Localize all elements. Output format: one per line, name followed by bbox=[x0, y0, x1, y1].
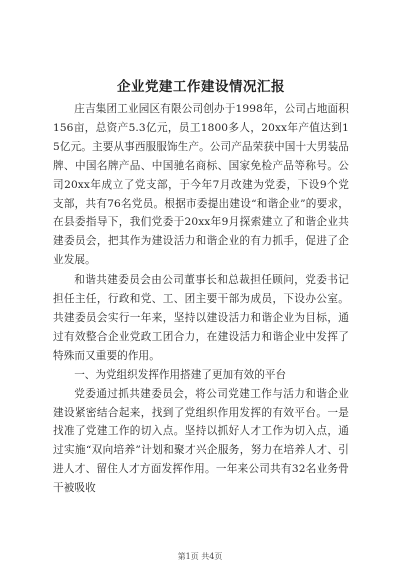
body-paragraph-1: 庄吉集团工业园区有限公司创办于1998年，公司占地面积156亩，总资产5.3亿元，员工1800多人，20xx年产值达到15亿元。主要从事西服服饰生产。公司产品荣获中国十大男装品牌、中国名牌产品、中国驰名商标、国家免检产品等称号。公司20xx年成立了党支部，于今年7月改建为党委，下设9个党支部，共有76名党员。根据市委提出建设“和谐企业”的要求，在县委指导下，我们党委于20xx年9月探索建立了和谐企业共建委员会，把其作为建设活力和谐企业的有力抓手，促进了企业发展。 bbox=[53, 103, 349, 267]
body-paragraph-2: 和谐共建委员会由公司董事长和总裁担任顾问，党委书记担任主任，行政和党、工、团主要干部为成员，下设办公室。共建委员会实行一年来，坚持以建设活力和谐企业为目标，通过有效整合企业党政工团合力，在建设活力和谐企业中发挥了特殊而又重要的作用。 bbox=[53, 274, 349, 362]
document-body bbox=[53, 78, 349, 498]
document-title: 企业党建工作建设情况汇报 bbox=[117, 79, 285, 95]
section-paragraph: 党委通过抓共建委员会，将公司党建工作与活力和谐企业建设紧密结合起来，找到了党组织作用发挥的有效平台。一是找准了党建工作的切入点。坚持以抓好人才工作为切入点，通过实施“双向培养”计划和聚才兴企服务，努力在培养人才、引进人才、留住人才方面发挥作用。一年来公司共有32名业务骨干被吸收 bbox=[53, 387, 349, 495]
page-footer: 第1页 共4页 bbox=[177, 552, 223, 561]
section-heading: 一、为党组织发挥作用搭建了更加有效的平台 bbox=[74, 368, 287, 381]
